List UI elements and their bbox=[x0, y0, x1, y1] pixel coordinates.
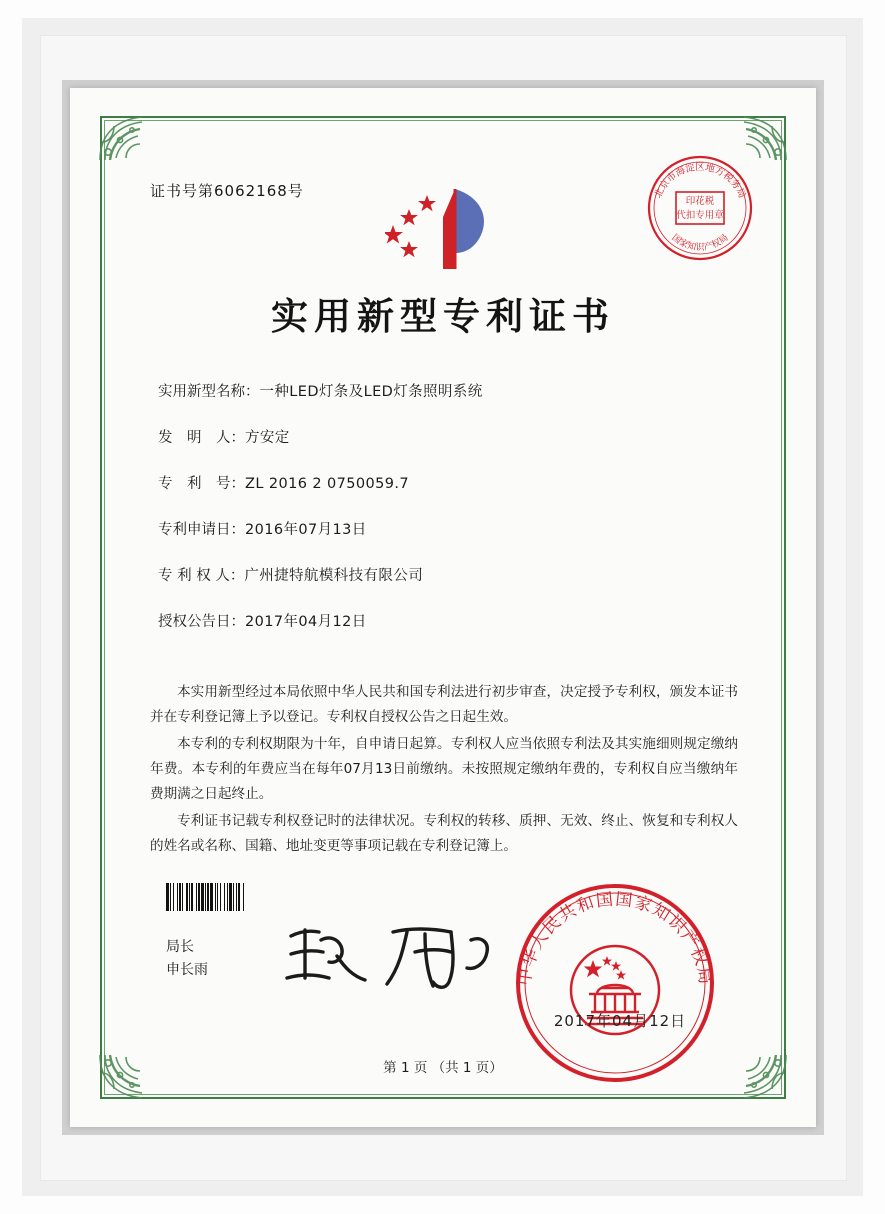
field-value: ZL 2016 2 0750059.7 bbox=[245, 476, 409, 492]
field-row bbox=[158, 380, 738, 401]
certificate-number: 证书号第6062168号 bbox=[150, 182, 304, 200]
field-label: 授权公告日： bbox=[158, 614, 245, 630]
legal-paragraph: 本实用新型经过本局依照中华人民共和国专利法进行初步审查，决定授予专利权，颁发本证书并在专利登记簿上予以登记。专利权自授权公告之日起生效。 bbox=[150, 684, 738, 725]
legal-text bbox=[150, 680, 738, 861]
page-title: 实用新型专利证书 bbox=[271, 295, 615, 338]
field-value: 一种LED灯条及LED灯条照明系统 bbox=[259, 384, 483, 400]
certificate-content bbox=[70, 88, 816, 1127]
svg-text:国家知识产权局: 国家知识产权局 bbox=[669, 232, 731, 253]
field-value: 2016年07月13日 bbox=[245, 522, 367, 538]
field-value: 2017年04月12日 bbox=[245, 614, 367, 630]
field-row bbox=[158, 472, 738, 493]
barcode bbox=[166, 883, 366, 911]
svg-text:印花税: 印花税 bbox=[685, 196, 715, 207]
legal-paragraph: 本专利的专利权期限为十年，自申请日起算。专利权人应当依照专利法及其实施细则规定缴纳年费。本专利的年费应当在每年07月13日前缴纳。未按照规定缴纳年费的，专利权自应当缴纳年费期满之日起终止。 bbox=[150, 736, 738, 802]
page-footer: 第 1 页 （共 1 页） bbox=[383, 1060, 503, 1076]
field-label: 实用新型名称： bbox=[158, 384, 260, 400]
field-label: 专 利 号： bbox=[158, 476, 245, 492]
director-name-label: 申长雨 bbox=[166, 962, 208, 978]
field-value: 方安定 bbox=[245, 430, 290, 446]
cnipa-logo-icon bbox=[385, 183, 515, 278]
field-row bbox=[158, 564, 738, 585]
field-list bbox=[158, 380, 738, 656]
field-row bbox=[158, 518, 738, 539]
tax-stamp-seal bbox=[642, 150, 758, 266]
signature-block bbox=[166, 936, 208, 982]
field-label: 发 明 人： bbox=[158, 430, 245, 446]
legal-paragraph: 专利证书记载专利权登记时的法律状况。专利权的转移、质押、无效、终止、恢复和专利权人的姓名或名称、国籍、地址变更等事项记载在专利登记簿上。 bbox=[150, 813, 738, 854]
svg-text:代扣专用章: 代扣专用章 bbox=[676, 210, 724, 221]
field-label: 专利申请日： bbox=[158, 522, 245, 538]
field-row bbox=[158, 610, 738, 631]
field-value: 广州捷特航模科技有限公司 bbox=[244, 568, 424, 584]
certificate-paper bbox=[70, 88, 816, 1127]
field-row bbox=[158, 426, 738, 447]
svg-text:中华人民共和国国家知识产权局: 中华人民共和国国家知识产权局 bbox=[514, 889, 716, 987]
svg-text:北京市海淀区地方税务局: 北京市海淀区地方税务局 bbox=[652, 162, 748, 200]
handwritten-signature bbox=[275, 916, 505, 996]
field-label: 专 利 权 人： bbox=[158, 568, 245, 584]
director-title-label: 局长 bbox=[166, 939, 194, 955]
seal-date: 2017年04月12日 bbox=[553, 1012, 687, 1030]
